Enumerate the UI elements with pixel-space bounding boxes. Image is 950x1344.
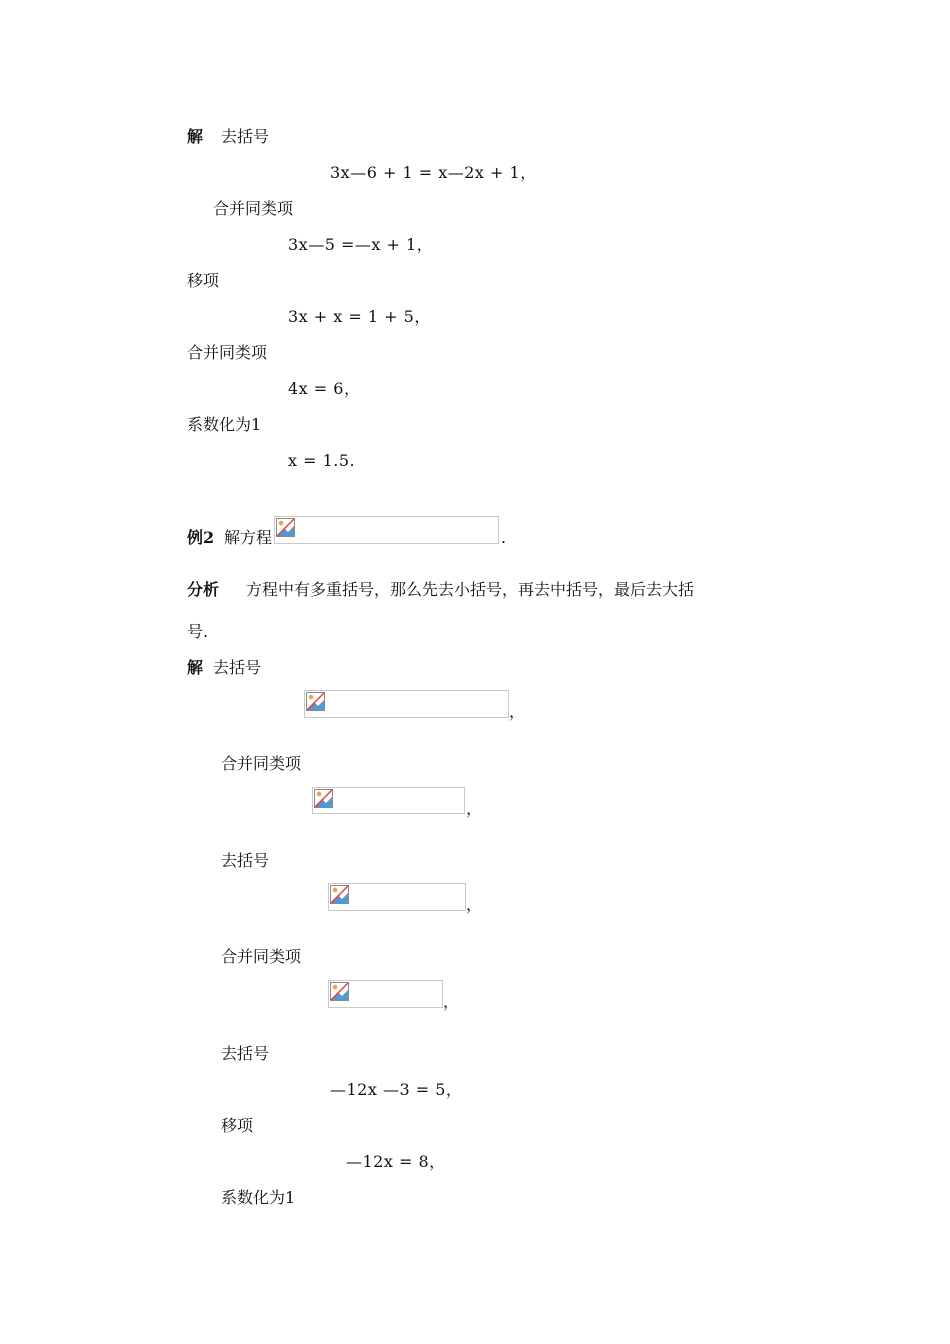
broken-image-equation (312, 787, 465, 814)
step-remove-brackets: 去括号 (221, 127, 270, 146)
broken-image-icon (276, 518, 295, 537)
broken-image-icon (314, 789, 333, 808)
analysis-text-cont: 号. (187, 622, 209, 641)
broken-image-icon (306, 692, 325, 711)
comma: ， (466, 895, 483, 914)
step-remove-brackets: 去括号 (213, 658, 262, 677)
step-combine-like-terms: 合并同类项 (221, 754, 302, 773)
equation-line: x = 1.5. (288, 451, 356, 470)
broken-image-icon (330, 982, 349, 1001)
example-label: 例2 (187, 528, 215, 547)
equation-line: —12x = 8， (346, 1152, 446, 1171)
step-coefficient-to-one: 系数化为1 (221, 1188, 296, 1207)
equation-line: 3x—5 =—x + 1， (288, 235, 434, 254)
equation-line: 3x + x = 1 + 5， (288, 307, 431, 326)
comma: ， (466, 799, 483, 818)
broken-image-equation (274, 516, 499, 544)
solution-label: 解 (187, 127, 204, 146)
broken-image-equation (328, 883, 466, 911)
step-coefficient-to-one: 系数化为1 (187, 415, 262, 434)
equation-line: —12x —3 = 5， (330, 1080, 463, 1099)
solution-label: 解 (187, 658, 204, 677)
comma: ， (443, 992, 460, 1011)
analysis-text: 方程中有多重括号，那么先去小括号，再去中括号，最后去大括 (246, 580, 695, 599)
step-combine-like-terms: 合并同类项 (213, 199, 294, 218)
period: . (501, 528, 507, 547)
step-combine-like-terms: 合并同类项 (221, 947, 302, 966)
broken-image-icon (330, 885, 349, 904)
step-move-terms: 移项 (221, 1116, 254, 1135)
step-move-terms: 移项 (187, 271, 220, 290)
comma: ， (509, 702, 526, 721)
broken-image-equation (304, 690, 509, 718)
example-prompt: 解方程 (224, 528, 273, 547)
equation-line: 3x—6 + 1 = x—2x + 1， (330, 163, 537, 182)
step-remove-brackets: 去括号 (221, 1044, 270, 1063)
equation-line: 4x = 6， (288, 379, 361, 398)
step-combine-like-terms: 合并同类项 (187, 343, 268, 362)
step-remove-brackets: 去括号 (221, 851, 270, 870)
analysis-label: 分析 (187, 580, 220, 599)
broken-image-equation (328, 980, 443, 1008)
